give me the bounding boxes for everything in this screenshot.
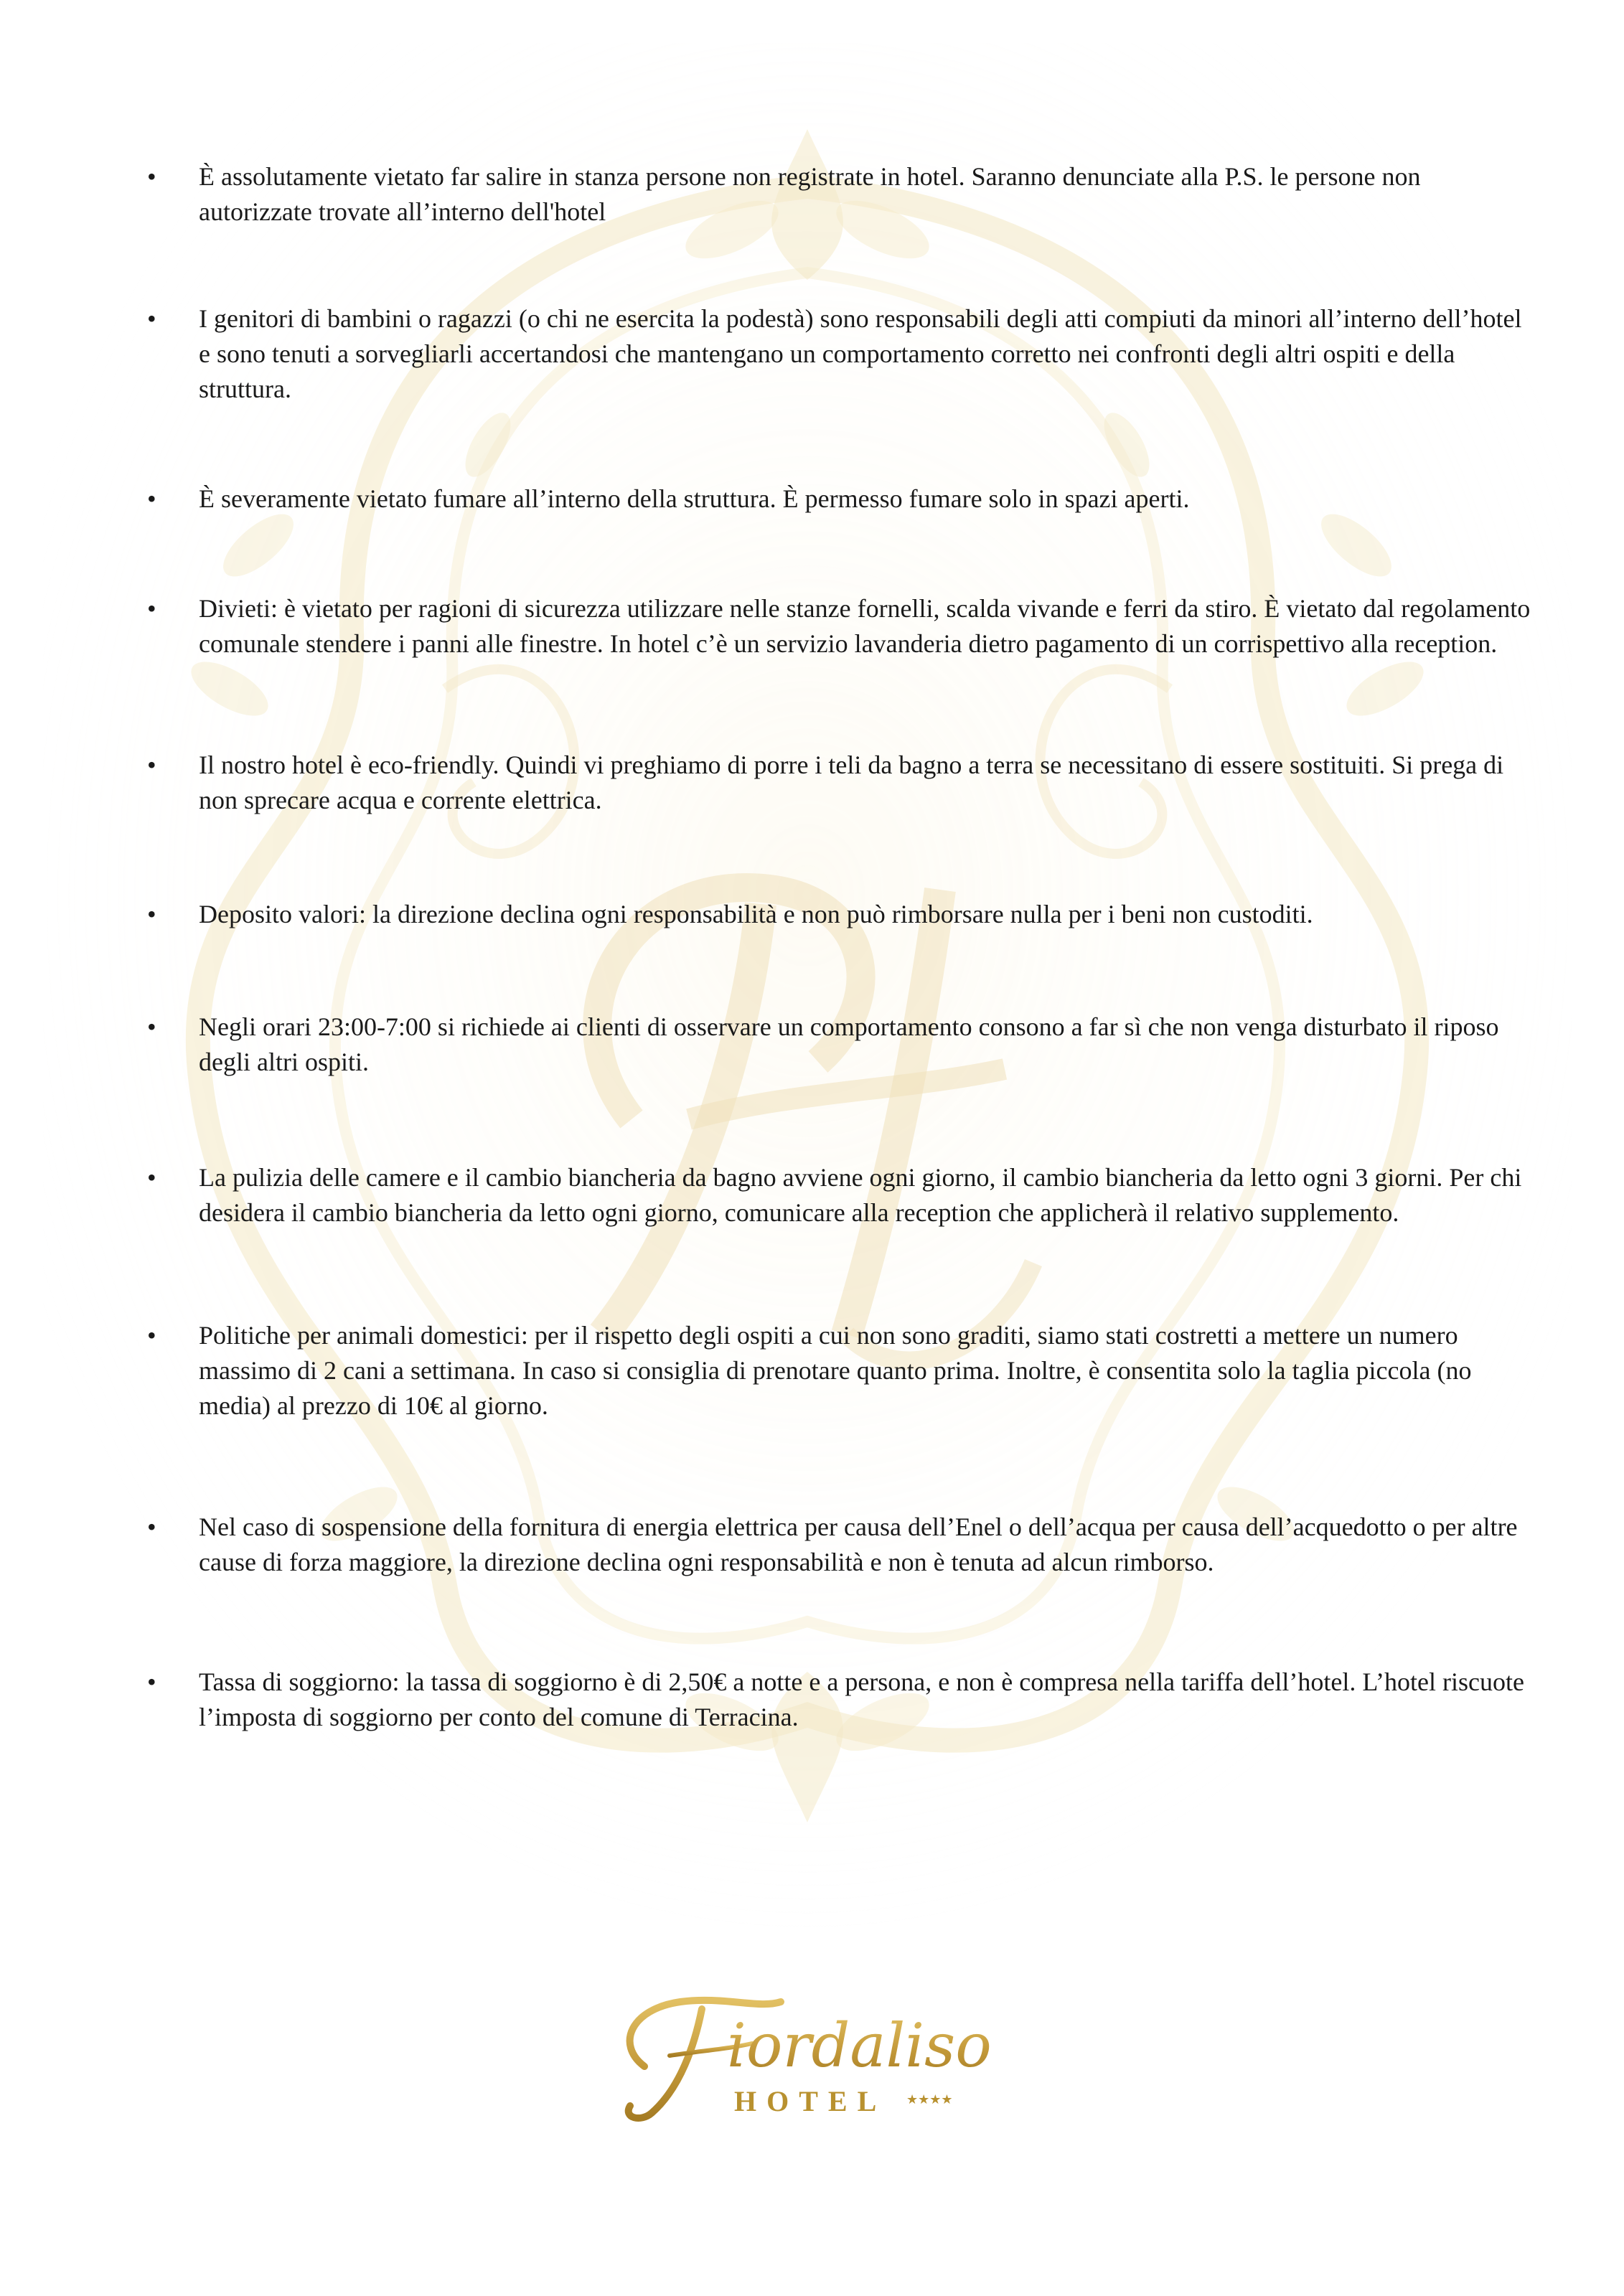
rule-item xyxy=(147,1665,1539,1735)
rule-item xyxy=(147,1160,1539,1231)
rule-text: Deposito valori: la direzione declina ogni responsabilità e non può rimborsare nulla per i beni non custoditi. xyxy=(199,900,1313,928)
fiordaliso-hotel-logo xyxy=(601,1959,1061,2138)
bullet: • xyxy=(147,162,156,191)
rule-item xyxy=(147,897,1539,932)
rule-text: È assolutamente vietato far salire in stanza persone non registrate in hotel. Saranno denunciate alla P.S. le persone non autorizzate trovate all’interno dell'hotel xyxy=(199,162,1421,226)
rule-text: Il nostro hotel è eco-friendly. Quindi vi preghiamo di porre i teli da bagno a terra se necessitano di essere sostituiti. Si prega di non sprecare acqua e corrente elettrica. xyxy=(199,751,1504,814)
rule-item xyxy=(147,1010,1539,1080)
bullet: • xyxy=(147,1512,156,1541)
logo-script-text: iordaliso xyxy=(727,2010,992,2081)
rule-item xyxy=(147,301,1539,407)
rule-text: Politiche per animali domestici: per il rispetto degli ospiti a cui non sono graditi, siamo stati costretti a mettere un numero massimo di 2 cani a settimana. In caso si consiglia di prenotare quanto prima. Inoltre, è consentita solo la taglia piccola (no media) al prezzo di 10€ al giorno. xyxy=(199,1321,1472,1420)
rule-item xyxy=(147,591,1539,662)
logo-hotel-text: HOTEL xyxy=(734,2085,887,2117)
rule-text: Divieti: è vietato per ragioni di sicurezza utilizzare nelle stanze fornelli, scalda vivande e ferri da stiro. È vietato dal regolamento comunale stendere i panni alle finestre. In hotel c’è un servizio lavanderia dietro pagamento di un corrispettivo alla reception. xyxy=(199,594,1531,658)
rule-text: Tassa di soggiorno: la tassa di soggiorno è di 2,50€ a notte e a persona, e non è compresa nella tariffa dell’hotel. L’hotel riscuote l’imposta di soggiorno per conto del comune di Terracina. xyxy=(199,1667,1524,1731)
rule-item xyxy=(147,1510,1539,1580)
bullet: • xyxy=(147,751,156,779)
rule-item xyxy=(147,748,1539,818)
rule-text: Nel caso di sospensione della fornitura di energia elettrica per causa dell’Enel o dell’acqua per causa dell’acquedotto o per altre cause di forza maggiore, la direzione declina ogni responsabilità e non è tenuta ad alcun rimborso. xyxy=(199,1512,1518,1576)
rule-text: I genitori di bambini o ragazzi (o chi ne esercita la podestà) sono responsabili degli atti compiuti da minori all’interno dell’hotel e sono tenuti a sorvegliarli accertandosi che mantengano un comportamento corretto nei confronti degli altri ospiti e della struttura. xyxy=(199,304,1522,403)
hotel-rules-list xyxy=(147,159,1539,1735)
bullet: • xyxy=(147,1667,156,1696)
rule-text: Negli orari 23:00-7:00 si richiede ai clienti di osservare un comportamento consono a far sì che non venga disturbato il riposo degli altri ospiti. xyxy=(199,1012,1499,1076)
bullet: • xyxy=(147,900,156,928)
logo-stars xyxy=(906,2092,953,2107)
rule-text: È severamente vietato fumare all’interno della struttura. È permesso fumare solo in spazi aperti. xyxy=(199,484,1190,513)
bullet: • xyxy=(147,1321,156,1350)
rule-item xyxy=(147,1318,1539,1424)
rule-item xyxy=(147,481,1539,517)
rule-text: La pulizia delle camere e il cambio biancheria da bagno avviene ogni giorno, il cambio biancheria da letto ogni 3 giorni. Per chi desidera il cambio biancheria da letto ogni giorno, comunicare alla reception che applicherà il relativo supplemento. xyxy=(199,1163,1522,1227)
bullet: • xyxy=(147,304,156,333)
svg-text:★★★★: ★★★★ xyxy=(906,2092,953,2107)
rule-item xyxy=(147,159,1539,230)
bullet: • xyxy=(147,1012,156,1041)
bullet: • xyxy=(147,484,156,513)
bullet: • xyxy=(147,1163,156,1192)
bullet: • xyxy=(147,594,156,623)
